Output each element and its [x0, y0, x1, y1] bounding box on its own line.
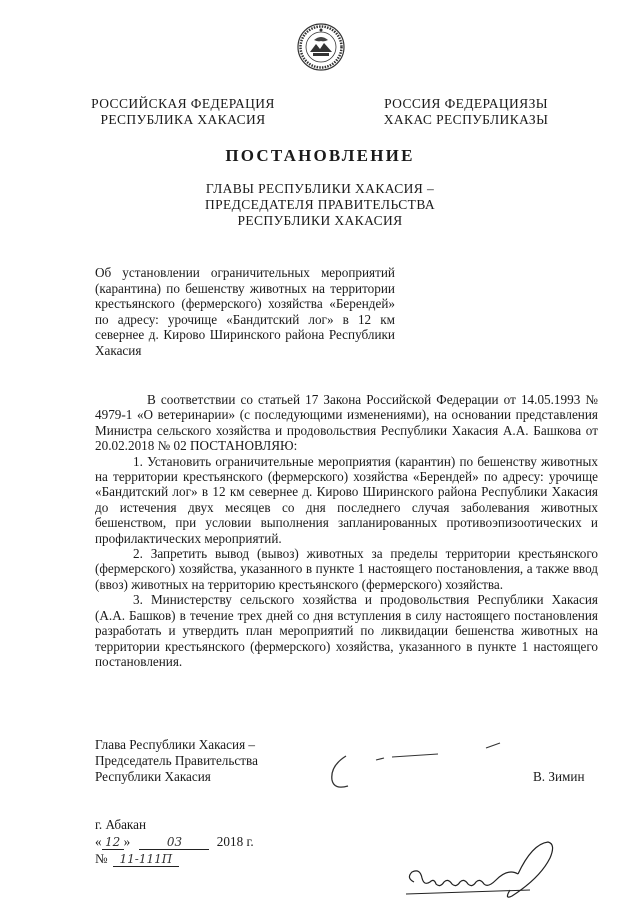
signer-name: В. Зимин — [533, 769, 585, 784]
date-open-quote: « — [95, 834, 102, 849]
date-day: 12 — [102, 836, 124, 850]
document-subject: Об установлении ограничительных мероприятий (карантина) по бешенству животных на территории крестьянского (фермерского) хозяйства «Берендей» по адресу: урочище «Бандитский лог» в 12 км севернее д. Кирово Ширинского района Республики Хакасия — [95, 265, 395, 358]
signer-position — [95, 737, 258, 785]
body-item: 3. Министерству сельского хозяйства и продовольствия Республики Хакасия (А.А. Башков) в течение трех дней со дня вступления в силу настоящего постановления разработать и утвердить план мероприятий по ликвидации бешенства животных на территории крестьянского (фермерского) хозяйства, указанного в пункте 1 настоящего постановления. — [95, 592, 598, 669]
header-right-line: ХАКАС РЕСПУБЛИКАЗЫ — [383, 112, 549, 127]
header-left — [88, 96, 278, 128]
body-item: 2. Запретить вывод (вывоз) животных за пределы территории крестьянского (фермерского) хозяйства, указанного в пункте 1 настоящего постановления, а также ввод (ввоз) животных на территорию крестьянского (фермерского) хозяйства. — [95, 546, 598, 592]
signer-position-line: Председатель Правительства — [95, 753, 258, 768]
coat-of-arms-emblem — [296, 22, 346, 72]
signer-position-line: Глава Республики Хакасия – — [95, 737, 256, 752]
handwritten-initials — [400, 838, 560, 900]
body-preamble: В соответствии со статьей 17 Закона Российской Федерации от 14.05.1993 № 4979-1 «О ветеринарии» (с последующими изменениями), на основании представления Министра сельского хозяйства и продовольствия Республики Хакасия А.А. Башкова от 20.02.2018 № 02 ПОСТАНОВЛЯЮ: — [95, 392, 598, 454]
subtitle-line: ГЛАВЫ РЕСПУБЛИКИ ХАКАСИЯ – — [205, 181, 435, 196]
document-date — [95, 834, 254, 850]
document-subtitle — [170, 181, 470, 229]
document-city: г. Абакан — [95, 817, 147, 832]
subtitle-line: ПРЕДСЕДАТЕЛЯ ПРАВИТЕЛЬСТВА — [204, 197, 436, 212]
date-year: 2018 г. — [216, 834, 254, 849]
header-left-line: РОССИЙСКАЯ ФЕДЕРАЦИЯ — [91, 96, 275, 111]
signer-position-line: Республики Хакасия — [95, 769, 211, 784]
header-right-line: РОССИЯ ФЕДЕРАЦИЯЗЫ — [384, 96, 548, 111]
date-close-quote: » — [123, 834, 131, 849]
number-value: 11-111П — [113, 853, 179, 867]
document-number — [95, 851, 179, 867]
document-body — [95, 392, 598, 669]
document-title: ПОСТАНОВЛЕНИЕ — [225, 146, 415, 165]
date-month: 03 — [139, 836, 209, 850]
handwritten-signature — [318, 738, 508, 798]
number-prefix: № — [95, 851, 108, 866]
header-right — [376, 96, 556, 128]
subtitle-line: РЕСПУБЛИКИ ХАКАСИЯ — [237, 213, 403, 228]
header-left-line: РЕСПУБЛИКА ХАКАСИЯ — [100, 112, 266, 127]
body-item: 1. Установить ограничительные мероприятия (карантин) по бешенству животных на территории крестьянского (фермерского) хозяйства «Берендей» по адресу: урочище «Бандитский лог» в 12 км севернее д. Кирово Ширинского района Республики Хакасия до истечения двух месяцев со дня последнего случая заболевания животных бешенством, при условии выполнения запланированных противоэпизоотических и профилактических мероприятий. — [95, 453, 598, 546]
